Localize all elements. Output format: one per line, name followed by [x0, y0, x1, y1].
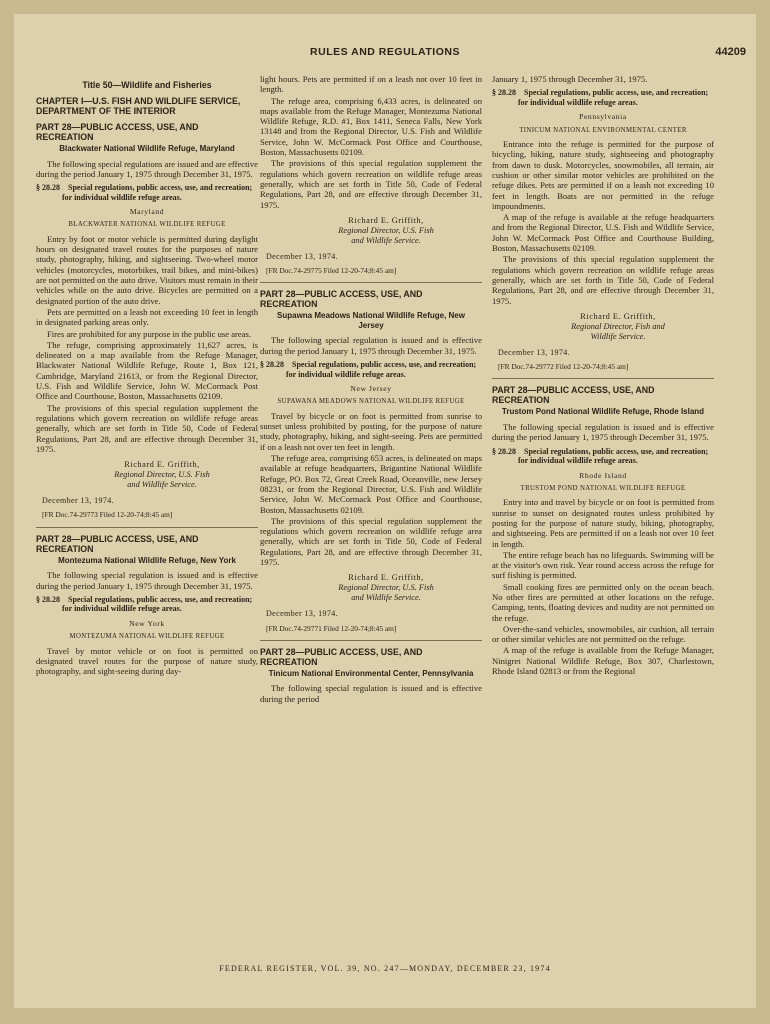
- date-line: December 13, 1974.: [498, 347, 571, 357]
- running-head: RULES AND REGULATIONS: [310, 46, 460, 58]
- column-1: [36, 74, 258, 949]
- signature-block: [522, 312, 714, 342]
- body-paragraph: The refuge area, comprising 653 acres, is delineated on maps available at refuge headquarters, Brigantine National Wildlife Refuge, PO. Box 72, Great Creek Road, Oceanville, new Jersey 08231, or from the Regional Director, U.S. Fish and Wildlife Service, John W. McCormack Post Office and Courthouse, Boston, Massachusetts 02109.: [260, 453, 482, 515]
- intro-paragraph: The following special regulation is issued and is effective during the period January 1, 1975 through December 31, 1975.: [492, 421, 714, 443]
- signer-title: and Wildlife Service.: [351, 593, 421, 603]
- section-caption: Special regulations, public access, use, and recreation; for individual wildlife refuge areas.: [62, 594, 253, 614]
- signer-name: Richard E. Griffith,: [348, 573, 424, 583]
- date-line: December 13, 1974.: [266, 609, 339, 619]
- title-heading: Title 50—Wildlife and Fisheries: [82, 80, 212, 90]
- body-paragraph: Entrance into the refuge is permitted for the purpose of bicycling, hiking, nature study, sightseeing and photography from dawn to dusk. Motorcycles, snowmobiles, all terrain, air cushion or other similar motor vehicles are prohibited on the refuge dikes. Pets are permitted if on a leash not exceeding 10 feet in length. Boats are not permitted in the refuge impoundments.: [492, 139, 714, 211]
- body-paragraph: The provisions of this special regulation supplement the regulations which govern recreation on wildlife refuge areas generally, which are set forth in Title 50, Code of Federal Regulations, Part 28, and are effective through December 31, 1975.: [492, 254, 714, 306]
- section-heading: [492, 447, 714, 466]
- section-heading: [36, 595, 258, 614]
- section-caption: Special regulations, public access, use, and recreation; for individual wildlife refuge areas.: [62, 183, 253, 202]
- fr-doc-line: [FR Doc.74-29771 Filed 12-20-74;8:45 am]: [266, 623, 397, 633]
- chapter-heading: CHAPTER I—U.S. FISH AND WILDLIFE SERVICE, DEPARTMENT OF THE INTERIOR: [36, 96, 241, 116]
- column-2: [260, 74, 482, 949]
- column-3: [492, 74, 714, 949]
- state-heading: Maryland: [129, 207, 165, 217]
- section-caption: Special regulations, public access, use, and recreation; for individual wildlife refuge areas.: [518, 446, 709, 466]
- refuge-subheading: Montezuma National Wildlife Refuge, New York: [58, 555, 236, 565]
- section-number: § 28.28: [36, 183, 60, 193]
- section-heading: [260, 360, 482, 379]
- divider: [492, 378, 714, 379]
- body-paragraph: The refuge, comprising approximately 11,627 acres, is delineated on a map available from the Refuge Manager, Blackwater National Wildlife Refuge, Route 1, Box 121, Cambridge, Maryland 21613, or from the Regional Director, U.S. Fish and Wildlife Service, John W. McCormack Post Office and Courthouse, Boston, Massachusetts 02109.: [36, 339, 258, 402]
- body-paragraph: The refuge area, comprising 6,433 acres, is delineated on maps available from the Refuge Manager, Montezuma National Wildlife Refuge, R.D. #1, Box 1411, Seneca Falls, New York 13148 and from the Regional Director, U.S. Fish and Wildlife Service, John W. McCormack Post Office and Courthouse, Boston, Massachusetts 02109.: [260, 95, 482, 158]
- body-paragraph: The provisions of this special regulation supplement the regulations which govern recreation on wildlife refuge areas generally, which are set forth in Title 50, Code of Federal Regulations, Part 28, and are effective through December 31, 1975.: [260, 158, 482, 210]
- fr-doc-line: [FR Doc.74-29775 Filed 12-20-74;8:45 am]: [266, 266, 397, 276]
- signer-title: Regional Director, U.S. Fish: [338, 225, 434, 235]
- signer-name: Richard E. Griffith,: [580, 311, 656, 321]
- refuge-subheading: Blackwater National Wildlife Refuge, Maryland: [59, 144, 235, 153]
- page-number: 44209: [715, 46, 746, 58]
- area-heading: BLACKWATER NATIONAL WILDLIFE REFUGE: [68, 221, 226, 229]
- body-paragraph: A map of the refuge is available at the refuge headquarters and from the Regional Director, U.S. Fish and Wildlife Service, John W. McCormack Post Office and Courthouse Building, Boston, Massachusetts 02109.: [492, 212, 714, 254]
- area-heading: SUPAWANA MEADOWS NATIONAL WILDLIFE REFUGE: [277, 398, 465, 406]
- divider: [36, 527, 258, 528]
- signer-title: Wildlife Service.: [590, 331, 646, 341]
- body-paragraph: Entry into and travel by bicycle or on foot is permitted from sunrise to sunset on designated routes unless prohibited by posting for the purpose of nature study, biking, photography, and sightseeing. Pets are permitted if on a leash not over 10 feet in length.: [492, 497, 714, 549]
- body-paragraph: Pets are permitted on a leash not exceeding 10 feet in length in designated parking areas only.: [36, 306, 258, 328]
- section-number: § 28.28: [260, 360, 284, 370]
- divider: [260, 640, 482, 641]
- signer-title: and Wildlife Service.: [127, 480, 197, 490]
- intro-paragraph: The following special regulations are issued and are effective during the period January 1, 1975 through December 31, 1975.: [36, 158, 258, 179]
- date-line: December 13, 1974.: [266, 251, 339, 261]
- body-paragraph: Travel by bicycle or on foot is permitted from sunrise to sunset unless prohibited by posting, for the purpose of nature study, photography, hiking, and sight-seeing. Pets are permitted if on a leash not over ten feet in length.: [260, 410, 482, 452]
- signature-block: [66, 460, 258, 490]
- area-heading: TINICUM NATIONAL ENVIRONMENTAL CENTER: [519, 126, 687, 134]
- section-heading: [492, 88, 714, 107]
- page-header: [14, 46, 756, 62]
- intro-paragraph: The following special regulation is issued and is effective during the period January 1, 1975 through December 31, 1975.: [260, 335, 482, 356]
- body-paragraph: Entry by foot or motor vehicle is permitted during daylight hours on designated travel routes for the purposes of nature study, photography, hiking, and sightseeing. Two-wheel motor vehicles (motorcycles, motorbikes, trail bikes, and mini-bikes) are not permitted on the auto drive. Visitors must remain in their vehicles while on the auto drive. Bicycles are permitted on a designated portion of the auto drive.: [36, 233, 258, 306]
- refuge-subheading: Trustom Pond National Wildlife Refuge, Rhode Island: [501, 407, 705, 417]
- section-caption: Special regulations, public access, use, and recreation; for individual wildlife refuge areas.: [518, 88, 709, 107]
- signer-title: Regional Director, Fish and: [571, 321, 665, 331]
- fr-doc-line: [FR Doc.74-29772 Filed 12-20-74;8:45 am]: [498, 362, 629, 372]
- section-number: § 28.28: [492, 446, 516, 456]
- part-heading: PART 28—PUBLIC ACCESS, USE, AND RECREATION: [260, 646, 423, 667]
- body-paragraph: Travel by motor vehicle or on foot is permitted on designated travel routes for the purpose of nature study, photography, and sight-seeing during day-: [36, 645, 258, 677]
- signer-title: Regional Director, U.S. Fish: [114, 470, 210, 480]
- section-caption: Special regulations, public access, use, and recreation; for individual wildlife refuge areas.: [286, 360, 477, 379]
- intro-paragraph: The following special regulation is issued and is effective during the period: [260, 683, 482, 704]
- state-heading: New York: [129, 618, 165, 628]
- section-heading: [36, 183, 258, 202]
- area-heading: TRUSTOM POND NATIONAL WILDLIFE REFUGE: [520, 484, 686, 492]
- date-line: December 13, 1974.: [42, 496, 115, 506]
- signature-block: [290, 573, 482, 603]
- state-heading: New Jersey: [350, 384, 392, 394]
- area-heading: MONTEZUMA NATIONAL WILDLIFE REFUGE: [69, 633, 225, 641]
- body-paragraph: Fires are prohibited for any purpose in the public use areas.: [47, 328, 252, 339]
- state-heading: Rhode Island: [579, 470, 627, 480]
- body-paragraph: Over-the-sand vehicles, snowmobiles, air cushion, all terrain or other similar vehicles are not permitted on the refuge.: [492, 623, 714, 645]
- body-paragraph: A map of the refuge is available from the Refuge Manager, Ninigret National Wildlife Refuge, Box 307, Charlestown, Rhode Island 02813 or from the Regional: [492, 645, 714, 677]
- body-paragraph: January 1, 1975 through December 31, 1975.: [492, 74, 648, 84]
- section-number: § 28.28: [492, 88, 516, 98]
- signature-block: [290, 216, 482, 246]
- signer-title: Regional Director, U.S. Fish: [338, 583, 434, 593]
- body-paragraph: The provisions of this special regulation supplement the regulations which govern recreation on wildlife refuge areas generally, which are set forth in Title 50, Code of Federal Regulations, Part 28, and are effective through December 31, 1975.: [36, 402, 258, 454]
- section-number: § 28.28: [36, 594, 60, 604]
- fr-doc-line: [FR Doc.74-29773 Filed 12-20-74;8:45 am]: [42, 510, 173, 520]
- document-page: [14, 14, 756, 1008]
- divider: [260, 282, 482, 283]
- body-paragraph: The provisions of this special regulation supplement the regulations which govern recreation on wildlife refuge area generally, which are set forth in Title 50, Code of Federal Regulations, Part 28, and are effective through December 31, 1975.: [260, 515, 482, 567]
- part-heading: PART 28—PUBLIC ACCESS, USE, AND RECREATION: [492, 385, 655, 406]
- signer-name: Richard E. Griffith,: [348, 215, 424, 225]
- state-heading: Pennsylvania: [579, 112, 627, 122]
- signer-name: Richard E. Griffith,: [124, 460, 200, 470]
- body-paragraph: light hours. Pets are permitted if on a leash not over 10 feet in length.: [260, 74, 482, 95]
- refuge-subheading: Tinicum National Environmental Center, Pennsylvania: [268, 668, 474, 678]
- body-paragraph: The entire refuge beach has no lifeguards. Swimming will be at the visitor's own risk. Year round access across the refuge for surf fishing is permitted.: [492, 549, 714, 581]
- part-heading: PART 28—PUBLIC ACCESS, USE, AND RECREATION: [36, 533, 199, 554]
- refuge-subheading: Supawna Meadows National Wildlife Refuge, New Jersey: [277, 311, 465, 330]
- signer-title: and Wildlife Service.: [351, 235, 421, 245]
- body-paragraph: Small cooking fires are permitted only on the ocean beach. No other fires are permitted at other locations on the refuge. Camping, tents, floating devices and nudity are not permitted on the refuge.: [492, 581, 714, 623]
- part-heading: PART 28—PUBLIC ACCESS, USE, AND RECREATION: [36, 122, 199, 142]
- intro-paragraph: The following special regulation is issued and is effective during the period January 1, 1975 through December 31, 1975.: [36, 570, 258, 591]
- page-footer: FEDERAL REGISTER, VOL. 39, NO. 247—MONDAY, DECEMBER 23, 1974: [219, 964, 551, 973]
- part-heading: PART 28—PUBLIC ACCESS, USE, AND RECREATION: [260, 289, 423, 310]
